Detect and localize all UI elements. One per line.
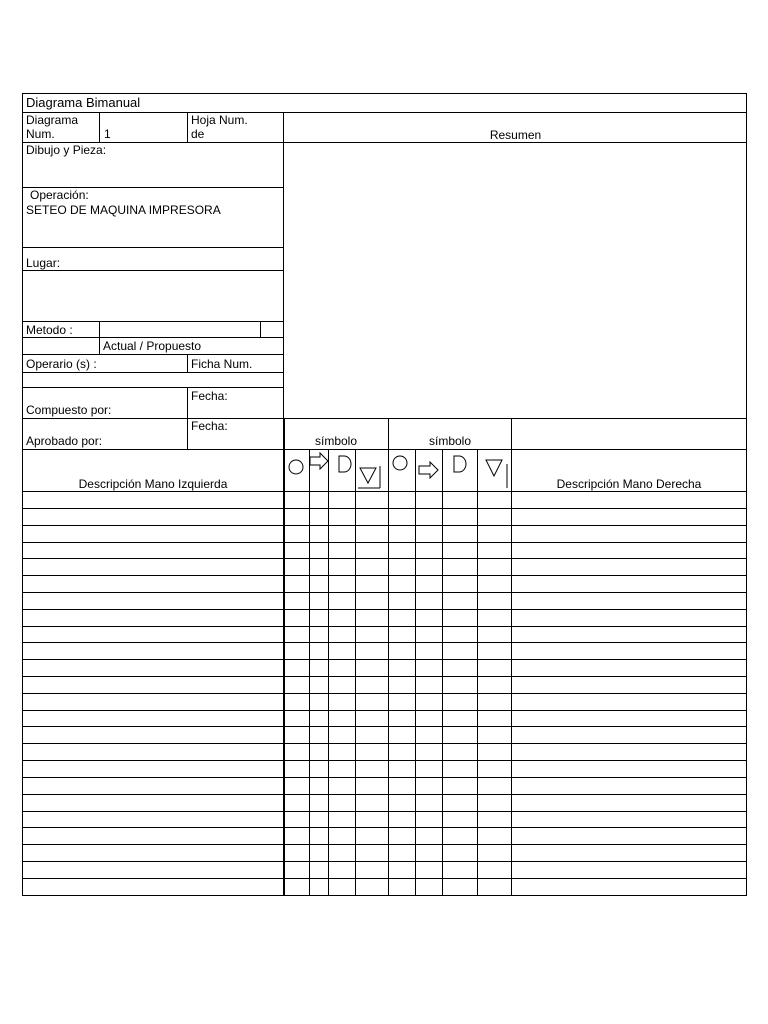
table-row-line	[22, 743, 747, 744]
storage-triangle-icon	[484, 456, 512, 490]
rule-line	[22, 418, 747, 419]
table-row-line	[22, 558, 747, 559]
rule-line	[388, 418, 389, 896]
rule-line	[22, 354, 284, 355]
table-row-line	[22, 726, 747, 727]
symbol-column-divider	[442, 449, 443, 896]
storage-triangle-icon	[357, 464, 387, 492]
operation-circle-icon	[390, 453, 410, 473]
diagram-label: Diagrama	[26, 113, 79, 127]
symbol-column-divider	[355, 449, 356, 896]
approved-by-label: Aprobado por:	[26, 434, 103, 448]
rule-line	[22, 321, 284, 322]
delay-d-icon	[337, 454, 353, 474]
operation-label: Operación:	[30, 188, 89, 202]
table-row-line	[22, 575, 747, 576]
form-border	[22, 93, 23, 896]
summary-label: Resumen	[489, 128, 542, 142]
table-row-line	[22, 659, 747, 660]
operator-label: Operario (s) :	[26, 357, 97, 371]
delay-d-icon	[452, 454, 468, 474]
rule-line	[22, 112, 747, 113]
symbol-column-divider	[328, 449, 329, 896]
table-row-line	[22, 827, 747, 828]
transport-arrow-icon	[418, 461, 440, 479]
table-row-line	[22, 609, 747, 610]
form-border	[22, 895, 747, 896]
sheet-label: Hoja Num.	[191, 113, 248, 127]
symbol-label-right: símbolo	[428, 434, 472, 448]
rule-line	[187, 387, 188, 450]
rule-line	[22, 372, 284, 373]
method-label: Metodo :	[26, 323, 73, 337]
table-row-line	[22, 693, 747, 694]
rule-line	[22, 270, 284, 271]
rule-line	[22, 449, 747, 450]
rule-line	[22, 337, 284, 338]
table-row-line	[22, 592, 747, 593]
table-row-line	[22, 491, 747, 492]
rule-line	[22, 387, 284, 388]
rule-line	[99, 112, 100, 143]
diagram-label-num: Num.	[26, 127, 55, 141]
diagram-number: 1	[104, 127, 111, 141]
table-row-line	[22, 508, 747, 509]
table-row-line	[22, 760, 747, 761]
rule-line	[187, 354, 188, 373]
rule-line	[99, 321, 100, 355]
symbol-column-divider	[415, 449, 416, 896]
transport-arrow-icon	[309, 452, 329, 470]
form-border	[22, 93, 747, 94]
table-row-line	[22, 794, 747, 795]
symbol-column-divider	[477, 449, 478, 896]
drawing-label: Dibujo y Pieza:	[26, 143, 107, 157]
table-row-line	[22, 710, 747, 711]
rule-line	[22, 247, 284, 248]
operation-circle-icon	[286, 456, 306, 476]
table-row-line	[22, 642, 747, 643]
date-label-composed: Fecha:	[191, 389, 228, 403]
table-row-line	[22, 861, 747, 862]
right-hand-header: Descripción Mano Derecha	[556, 477, 702, 491]
sheet-label-of: de	[191, 127, 205, 141]
rule-line	[511, 418, 512, 896]
rule-line	[22, 142, 747, 143]
rule-line	[284, 418, 285, 896]
symbol-column-divider	[309, 449, 310, 896]
rule-line	[260, 321, 261, 338]
table-row-line	[22, 844, 747, 845]
table-row-line	[22, 542, 747, 543]
form-title: Diagrama Bimanual	[26, 95, 141, 110]
date-label-approved: Fecha:	[191, 419, 228, 433]
table-row-line	[22, 878, 747, 879]
place-label: Lugar:	[26, 256, 61, 270]
table-row-line	[22, 626, 747, 627]
symbol-label-left: símbolo	[314, 434, 358, 448]
rule-line	[187, 112, 188, 143]
card-number-label: Ficha Num.	[191, 357, 253, 371]
method-options: Actual / Propuesto	[103, 339, 202, 353]
table-row-line	[22, 811, 747, 812]
rule-line	[22, 187, 284, 188]
left-hand-header: Descripción Mano Izquierda	[78, 477, 228, 491]
composed-by-label: Compuesto por:	[26, 403, 112, 417]
table-row-line	[22, 777, 747, 778]
form-border	[746, 93, 747, 896]
table-row-line	[22, 525, 747, 526]
table-row-line	[22, 676, 747, 677]
operation-value: SETEO DE MAQUINA IMPRESORA	[26, 203, 221, 217]
